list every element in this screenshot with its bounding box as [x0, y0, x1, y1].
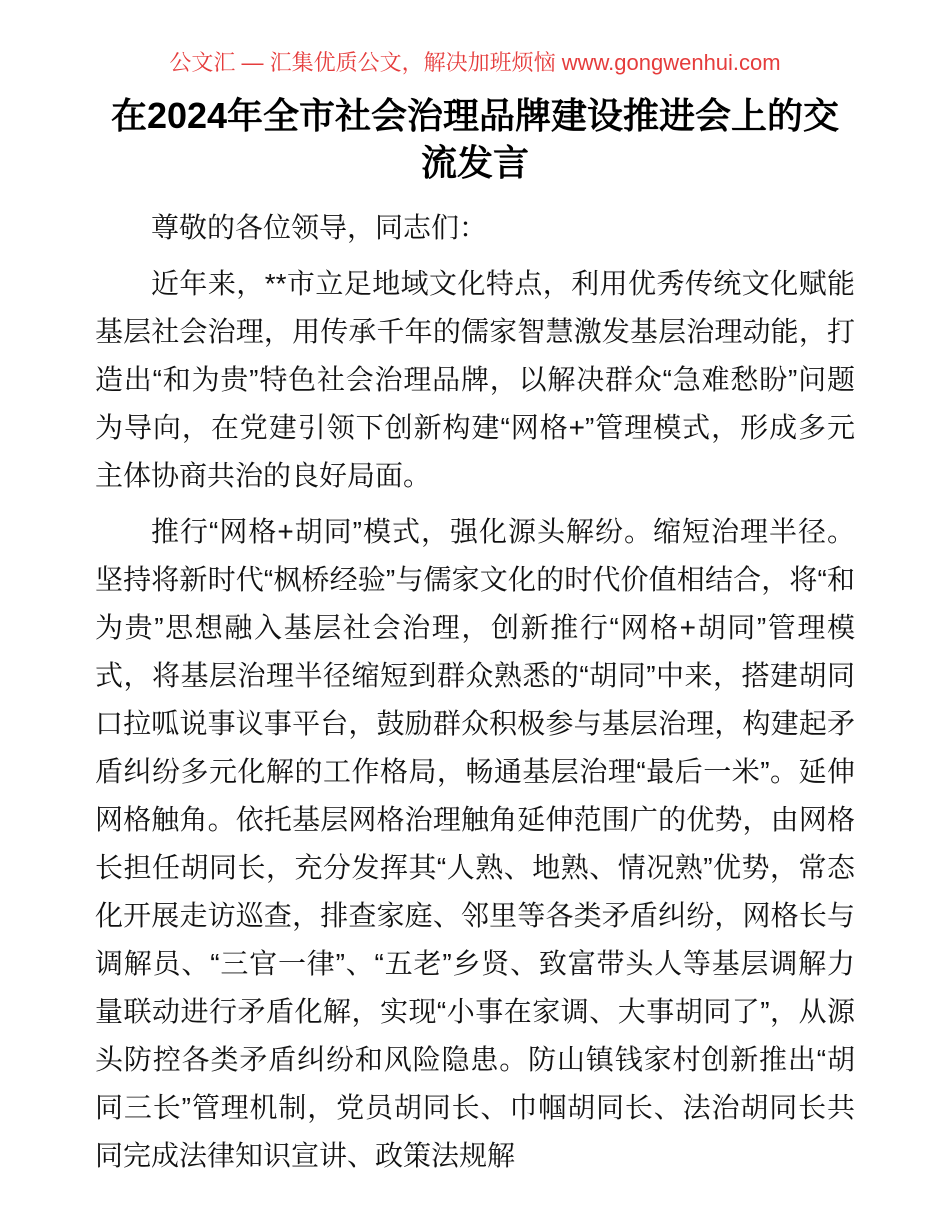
page-title: 在2024年全市社会治理品牌建设推进会上的交流发言: [110, 95, 840, 183]
site-watermark-header: 公文汇 — 汇集优质公文，解决加班烦恼 www.gongwenhui.com: [169, 50, 781, 75]
salutation-paragraph: 尊敬的各位领导，同志们：: [151, 212, 488, 243]
body-paragraph-main: 推行“网格+胡同”模式，强化源头解纷。缩短治理半径。坚持将新时代“枫桥经验”与儒家文化的时代价值相结合，将“和为贵”思想融入基层社会治理，创新推行“网格+胡同”管理模式，将基层治理半径缩短到群众熟悉的“胡同”中来，搭建胡同口拉呱说事议事平台，鼓励群众积极参与基层治理，构建起矛盾纠纷多元化解的工作格局，畅通基层治理“最后一米”。延伸网格触角。依托基层网格治理触角延伸范围广的优势，由网格长担任胡同长，充分发挥其“人熟、地熟、情况熟”优势，常态化开展走访巡查，排查家庭、邻里等各类矛盾纠纷，网格长与调解员、“三官一律”、“五老”乡贤、致富带头人等基层调解力量联动进行矛盾化解，实现“小事在家调、大事胡同了”，从源头防控各类矛盾纠纷和风险隐患。防山镇钱家村创新推出“胡同三长”管理机制，党员胡同长、巾帼胡同长、法治胡同长共同完成法律知识宣讲、政策法规解: [95, 516, 855, 1171]
body-paragraph-intro: 近年来，**市立足地域文化特点，利用优秀传统文化赋能基层社会治理，用传承千年的儒家智慧激发基层治理动能，打造出“和为贵”特色社会治理品牌，以解决群众“急难愁盼”问题为导向，在党建引领下创新构建“网格+”管理模式，形成多元主体协商共治的良好局面。: [95, 268, 855, 491]
